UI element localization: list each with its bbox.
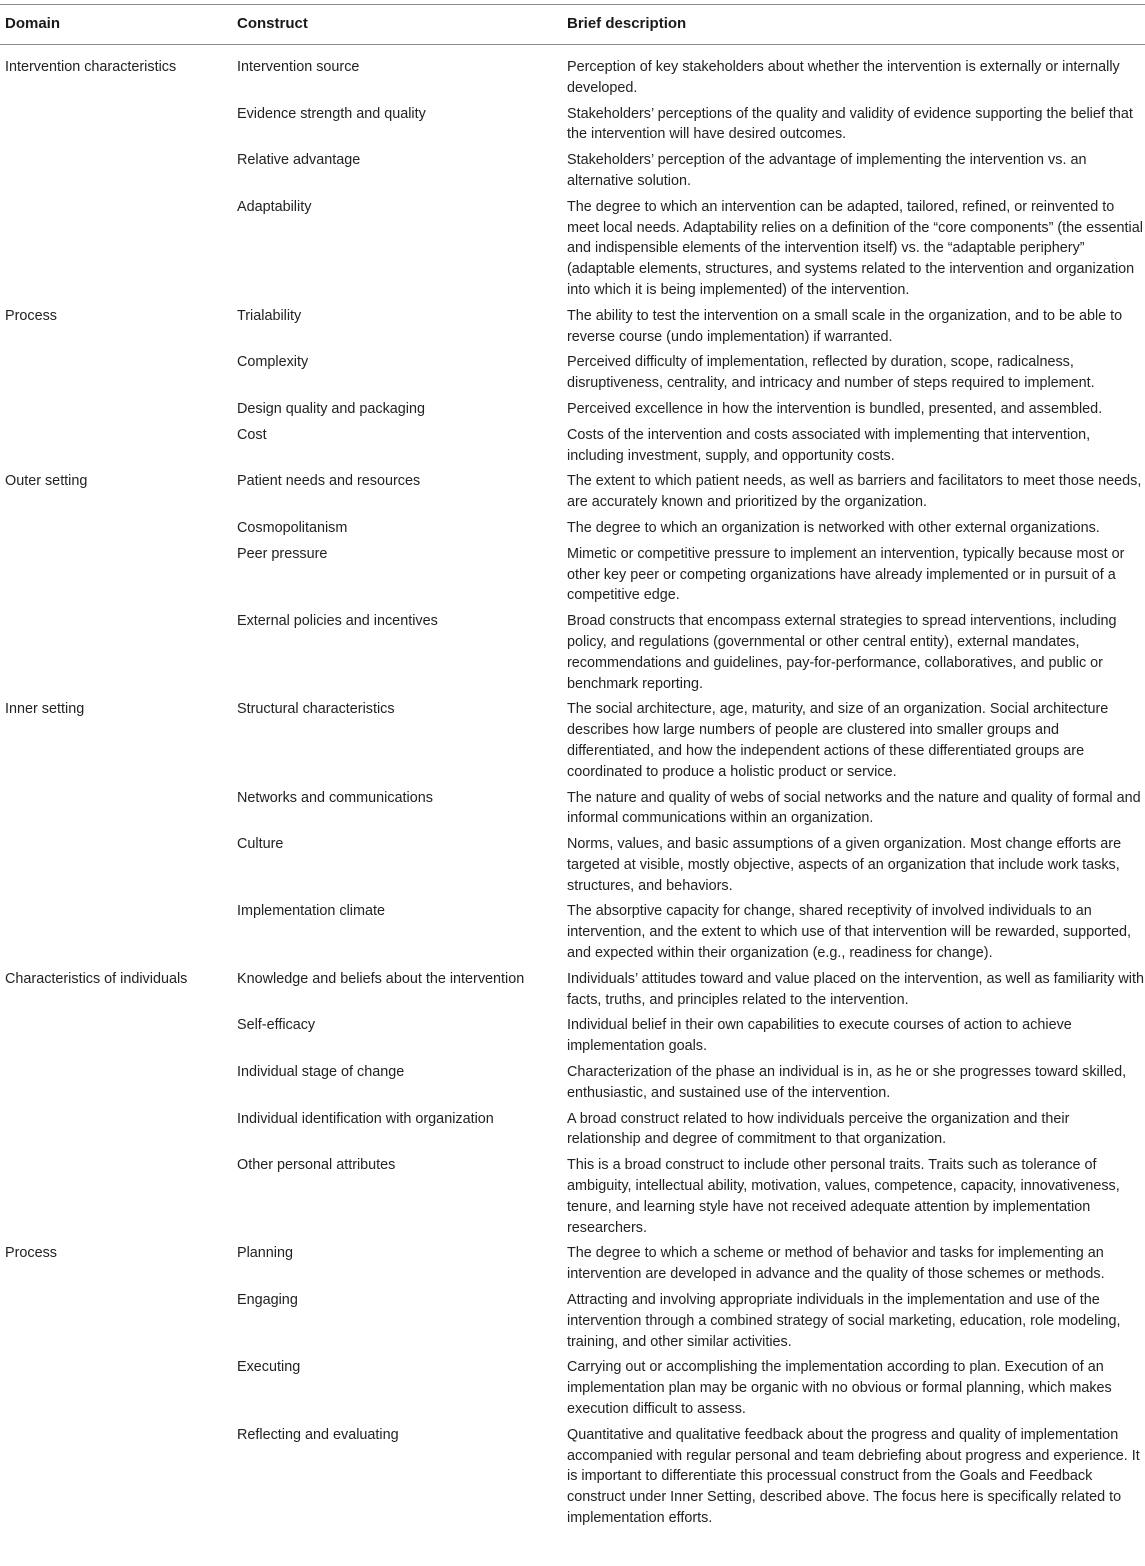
construct-cell: Planning: [237, 1245, 294, 1262]
description-cell: Norms, values, and basic assumptions of a given organization. Most change efforts are targeted at visible, mostly objective, aspects of an organization that include work tasks, structures, and behaviors.: [567, 836, 1122, 894]
construct-cell: Adaptability: [237, 198, 312, 215]
header-domain: Domain: [0, 5, 237, 45]
domain-cell: Intervention characteristics: [5, 59, 177, 75]
description-cell: The degree to which an intervention can be adapted, tailored, refined, or reinvented to meet local needs. Adaptability relies on a definition of the “core components” (the essential and indispensible elements of the intervention itself) vs. the “adaptable periphery” (adaptable elements, structures, and systems related to the intervention and organization into which it is being implemented) of the intervention.: [567, 198, 1143, 298]
table-row: [0, 1015, 1145, 1062]
construct-cell: Peer pressure: [237, 545, 328, 562]
description-cell: A broad construct related to how individuals perceive the organization and their relationship and degree of commitment to that organization.: [567, 1110, 1070, 1148]
table-row: [0, 399, 1145, 425]
description-cell: The ability to test the intervention on a small scale in the organization, and to be able to reverse course (undo implementation) if warranted.: [567, 307, 1123, 345]
table-row: [0, 45, 1145, 104]
table-row: [0, 306, 1145, 353]
table-row: [0, 699, 1145, 787]
table-row: [0, 425, 1145, 472]
domain-cell: [0, 1425, 237, 1534]
construct-cell: Trialability: [237, 307, 302, 324]
construct-cell: Networks and communications: [237, 789, 433, 806]
construct-cell: Cosmopolitanism: [237, 519, 348, 536]
description-cell: Costs of the intervention and costs associated with implementing that intervention, including investment, supply, and opportunity costs.: [567, 426, 1091, 464]
description-cell: Mimetic or competitive pressure to implement an intervention, typically because most or other key peer or competing organizations have already implemented or in pursuit of a competitive edge.: [567, 545, 1125, 604]
construct-cell: Knowledge and beliefs about the intervention: [237, 970, 525, 987]
table-row: [0, 969, 1145, 1016]
construct-cell: External policies and incentives: [237, 613, 438, 630]
description-cell: Individual belief in their own capabilities to execute courses of action to achieve implementation goals.: [567, 1017, 1072, 1055]
table-row: [0, 834, 1145, 901]
domain-cell: Characteristics of individuals: [5, 970, 188, 987]
description-cell: The degree to which a scheme or method of behavior and tasks for implementing an intervention are developed in advance and the quality of those schemes or methods.: [567, 1245, 1105, 1283]
domain-cell: Process: [5, 307, 57, 324]
header-construct: Construct: [237, 5, 567, 45]
table-row: [0, 788, 1145, 835]
domain-cell: [0, 901, 237, 968]
description-cell: Attracting and involving appropriate individuals in the implementation and use of the intervention through a combined strategy of social marketing, education, role modeling, training, and other similar activities.: [567, 1292, 1121, 1350]
table-row: [0, 1062, 1145, 1109]
description-cell: Perception of key stakeholders about whether the intervention is externally or internally developed.: [567, 59, 1120, 96]
construct-cell: Relative advantage: [237, 152, 361, 169]
domain-cell: [0, 1109, 237, 1156]
construct-cell: Individual stage of change: [237, 1064, 405, 1081]
domain-cell: Outer setting: [5, 473, 88, 490]
description-cell: Carrying out or accomplishing the implementation according to plan. Execution of an implementation plan may be organic with no obvious or formal planning, which makes execution difficult to assess.: [567, 1359, 1112, 1418]
table-row: [0, 1357, 1145, 1424]
construct-cell: Implementation climate: [237, 903, 385, 920]
description-cell: Quantitative and qualitative feedback about the progress and quality of implementation accompanied with regular personal and team debriefing about progress and experience. It is important to differentiate this processual construct from the Goals and Feedback construct under Inner Setting, described above. The focus here is specifically related to implementation efforts.: [567, 1426, 1140, 1526]
description-cell: This is a broad construct to include other personal traits. Traits such as tolerance of ambiguity, intellectual ability, motivation, values, competence, capacity, innovativeness, tenure, and learning style have not received adequate attention by implementation researchers.: [567, 1157, 1120, 1236]
domain-cell: [0, 518, 237, 544]
construct-cell: Other personal attributes: [237, 1157, 396, 1174]
construct-cell: Structural characteristics: [237, 701, 395, 718]
description-cell: The absorptive capacity for change, shared receptivity of involved individuals to an intervention, and the extent to which use of that intervention will be rewarded, supported, and expected within their organization (e.g., readiness for change).: [567, 903, 1131, 962]
table-row: [0, 544, 1145, 611]
table-row: [0, 104, 1145, 151]
domain-cell: [0, 150, 237, 197]
domain-cell: [0, 425, 237, 472]
domain-cell: Inner setting: [5, 701, 85, 718]
description-cell: Individuals’ attitudes toward and value placed on the intervention, as well as familiarity with facts, truths, and principles related to the intervention.: [567, 970, 1145, 1008]
description-cell: Perceived difficulty of implementation, reflected by duration, scope, radicalness, disruptiveness, centrality, and intricacy and number of steps required to implement.: [567, 354, 1095, 392]
construct-cell: Patient needs and resources: [237, 473, 421, 490]
table-row: [0, 1290, 1145, 1357]
table-row: [0, 1109, 1145, 1156]
table-row: [0, 611, 1145, 699]
construct-cell: Self-efficacy: [237, 1017, 316, 1034]
domain-cell: [0, 1357, 237, 1424]
table-row: [0, 1155, 1145, 1243]
cfir-constructs-table: [0, 4, 1145, 1534]
construct-cell: Design quality and packaging: [237, 400, 426, 417]
table-row: [0, 901, 1145, 968]
domain-cell: [0, 1062, 237, 1109]
description-cell: Perceived excellence in how the intervention is bundled, presented, and assembled.: [567, 400, 1103, 417]
construct-cell: Cost: [237, 426, 267, 443]
table-row: [0, 471, 1145, 518]
header-brief-description: Brief description: [567, 5, 1145, 45]
domain-cell: [0, 788, 237, 835]
construct-cell: Individual identification with organization: [237, 1110, 494, 1127]
domain-cell: [0, 104, 237, 151]
header-row: [0, 5, 1145, 45]
description-cell: Stakeholders’ perceptions of the quality and validity of evidence supporting the belief that the intervention will have desired outcomes.: [567, 105, 1133, 143]
construct-cell: Culture: [237, 836, 284, 853]
table-row: [0, 352, 1145, 399]
domain-cell: [0, 611, 237, 699]
description-cell: The nature and quality of webs of social networks and the nature and quality of formal and informal communications within an organization.: [567, 789, 1141, 827]
domain-cell: Process: [5, 1245, 57, 1262]
domain-cell: [0, 399, 237, 425]
construct-cell: Executing: [237, 1359, 301, 1376]
domain-cell: [0, 1290, 237, 1357]
construct-cell: Complexity: [237, 354, 309, 371]
table-row: [0, 150, 1145, 197]
table-body: [0, 45, 1145, 1534]
table-row: [0, 197, 1145, 306]
domain-cell: [0, 834, 237, 901]
construct-cell: Intervention source: [237, 59, 360, 75]
table-header: [0, 5, 1145, 45]
domain-cell: [0, 1155, 237, 1243]
domain-cell: [0, 197, 237, 306]
table-row: [0, 1425, 1145, 1534]
description-cell: The degree to which an organization is networked with other external organizations.: [567, 519, 1100, 536]
description-cell: Stakeholders’ perception of the advantage of implementing the intervention vs. an alternative solution.: [567, 152, 1087, 189]
description-cell: Characterization of the phase an individual is in, as he or she progresses toward skilled, enthusiastic, and sustained use of the intervention.: [567, 1064, 1127, 1101]
domain-cell: [0, 1015, 237, 1062]
table-row: [0, 1243, 1145, 1290]
description-cell: The extent to which patient needs, as well as barriers and facilitators to meet those needs, are accurately known and prioritized by the organization.: [567, 473, 1142, 511]
construct-cell: Reflecting and evaluating: [237, 1426, 399, 1443]
description-cell: Broad constructs that encompass external strategies to spread interventions, including policy, and regulations (governmental or other central entity), external mandates, recommendations and guidelines, pay-for-performance, collaboratives, and public or benchmark reporting.: [567, 613, 1117, 692]
table-row: [0, 518, 1145, 544]
description-cell: The social architecture, age, maturity, and size of an organization. Social architecture describes how large numbers of people are clustered into smaller groups and differentiated, and how the independent actions of these differentiated groups are coordinated to produce a holistic product or service.: [567, 701, 1109, 780]
construct-cell: Engaging: [237, 1292, 298, 1309]
domain-cell: [0, 352, 237, 399]
construct-cell: Evidence strength and quality: [237, 105, 426, 122]
domain-cell: [0, 544, 237, 611]
